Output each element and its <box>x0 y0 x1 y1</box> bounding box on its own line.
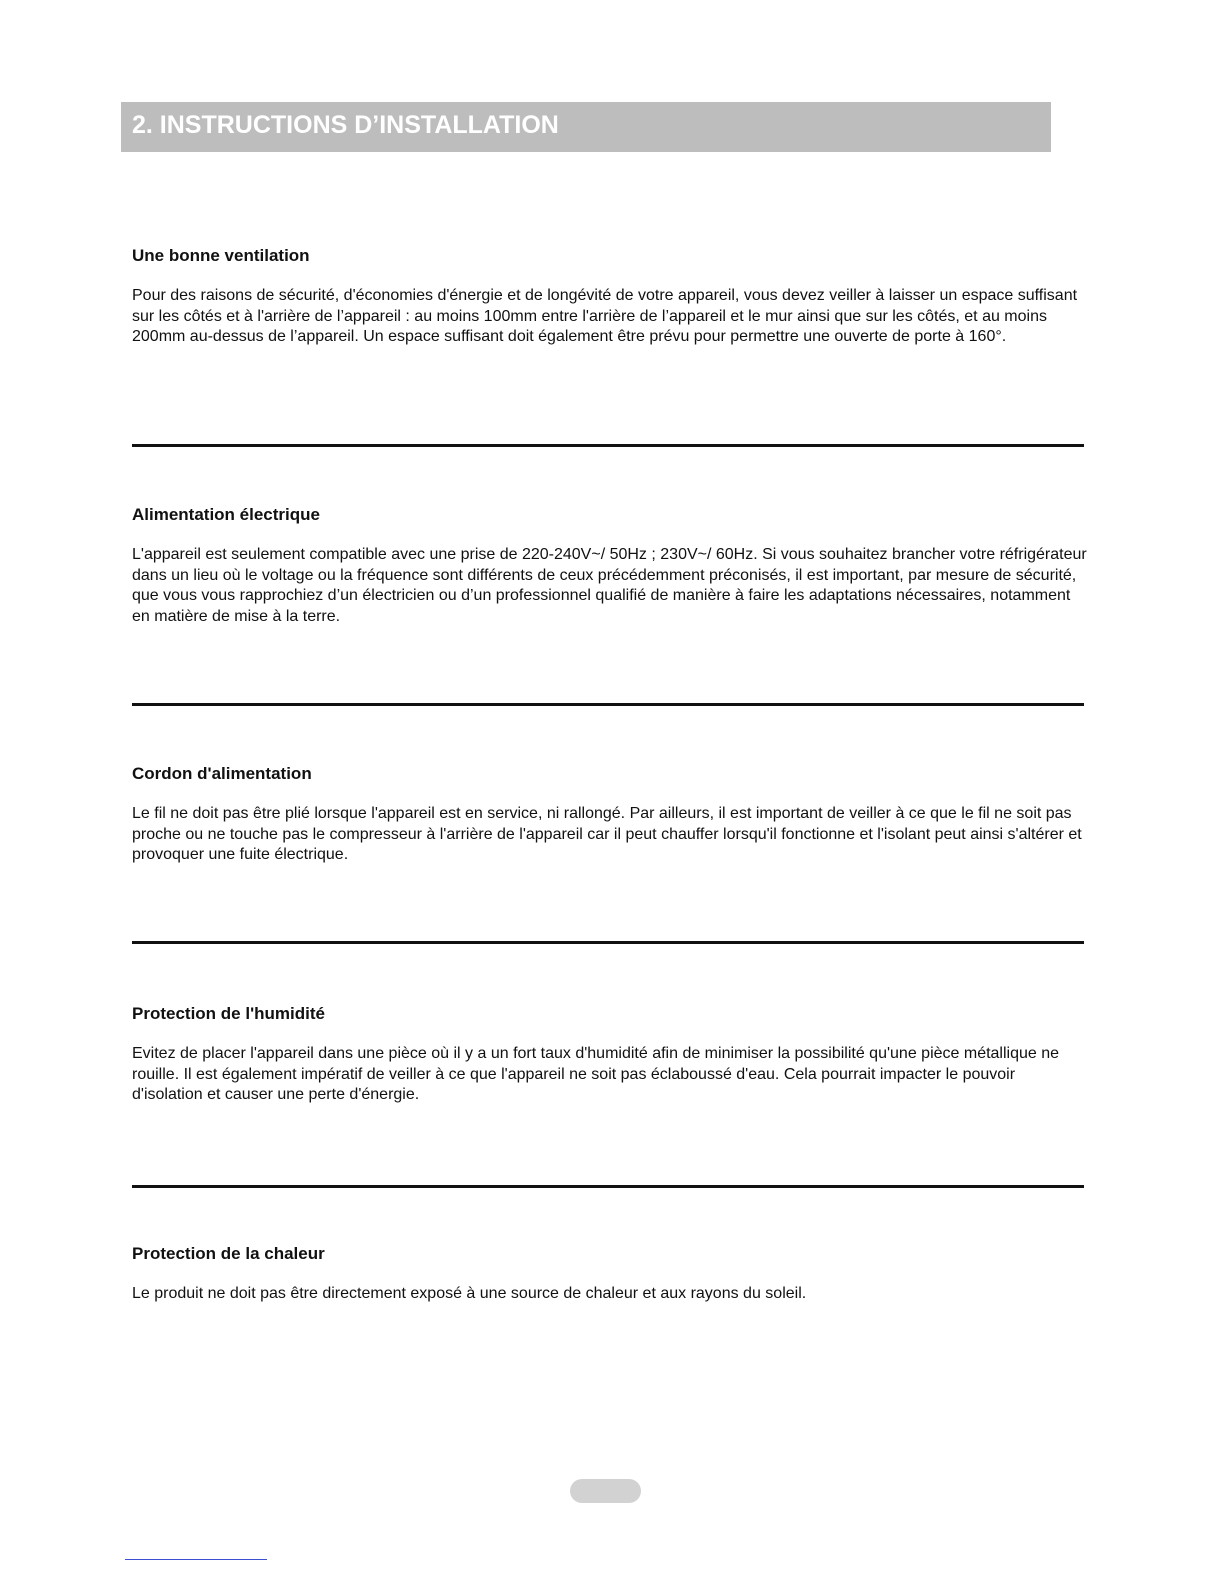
section-title: Protection de l'humidité <box>132 1004 325 1023</box>
section-power-supply <box>132 505 1087 627</box>
page-title: 2. INSTRUCTIONS D’INSTALLATION <box>132 111 559 139</box>
section-divider <box>132 444 1084 447</box>
section-body: Le produit ne doit pas être directement exposé à une source de chaleur et aux rayons du soleil. <box>132 1285 807 1302</box>
section-body: Evitez de placer l'appareil dans une pièce où il y a un fort taux d'humidité afin de minimiser la possibilité qu'une pièce métallique ne rouille. Il est également impératif de veiller à ce que l'appareil ne soit pas éclaboussé d'eau. Cela pourrait impacter le pouvoir d'isolation et causer une perte d'énergie. <box>132 1045 1060 1103</box>
section-title: Une bonne ventilation <box>132 246 310 265</box>
section-header-bar <box>121 102 1051 152</box>
section-divider <box>132 941 1084 944</box>
section-title: Alimentation électrique <box>132 505 320 524</box>
section-heat <box>132 1244 1087 1305</box>
section-ventilation <box>132 246 1087 348</box>
section-body: Le fil ne doit pas être plié lorsque l'appareil est en service, ni rallongé. Par ailleurs, il est important de veiller à ce que le fil ne soit pas proche ou ne touche pas le compresseur à l'arrière de l'appareil car il peut chauffer lorsqu'il fonctionne et l'isolant peut ainsi s'altérer et provoquer une fuite électrique. <box>132 805 1082 863</box>
footnote-rule <box>125 1559 267 1560</box>
section-humidity <box>132 1004 1087 1106</box>
section-body: L'appareil est seulement compatible avec une prise de 220-240V~/ 50Hz ; 230V~/ 60Hz. Si vous souhaitez brancher votre réfrigérateur dans un lieu où le voltage ou la fréquence sont différents de ceux précédemment préconisés, il est important, par mesure de sécurité, que vous vous rapprochiez d’un électricien ou d’un professionnel qualifié de manière à faire les adaptations nécessaires, notamment en matière de mise à la terre. <box>132 546 1087 625</box>
section-divider <box>132 703 1084 706</box>
page-number-badge <box>570 1479 641 1503</box>
section-body: Pour des raisons de sécurité, d'économies d'énergie et de longévité de votre appareil, vous devez veiller à laisser un espace suffisant sur les côtés et à l'arrière de l’appareil : au moins 100mm entre l'arrière de l’appareil et le mur ainsi que sur les côtés, et au moins 200mm au-dessus de l’appareil. Un espace suffisant doit également être prévu pour permettre une ouverte de porte à 160°. <box>132 287 1078 345</box>
section-title: Cordon d'alimentation <box>132 764 312 783</box>
section-divider <box>132 1185 1084 1188</box>
section-power-cord <box>132 764 1087 866</box>
section-title: Protection de la chaleur <box>132 1244 325 1263</box>
